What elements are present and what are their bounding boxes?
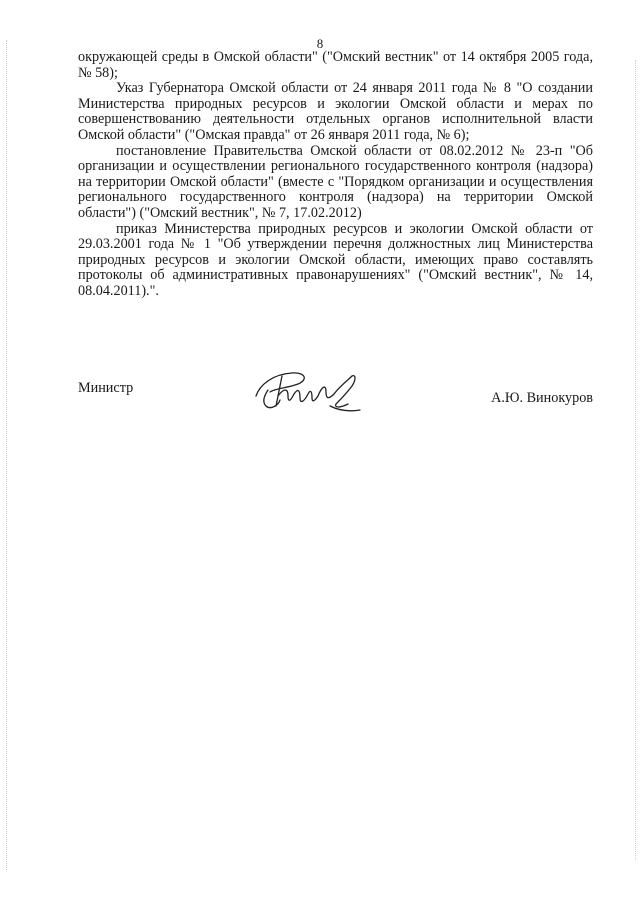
handwritten-signature-icon	[248, 366, 368, 420]
page-number: 8	[316, 36, 324, 51]
document-body	[78, 50, 593, 300]
signer-title: Министр	[78, 380, 134, 396]
paragraph-governor-decree: Указ Губернатора Омской области от 24 января 2011 года № 8 "О создании Министерства природных ресурсов и экологии Омской области и мерах по совершенствованию деятельности отдельных органов исполнительной власти Омской области" ("Омская правда" от 26 января 2011 года, № 6);	[78, 80, 593, 143]
signature-block	[78, 378, 593, 428]
scan-edge-right	[635, 60, 636, 860]
paragraph-environment-law: окружающей среды в Омской области" ("Омский вестник" от 14 октября 2005 года, № 58);	[78, 49, 593, 81]
signer-name: А.Ю. Винокуров	[491, 390, 593, 406]
paragraph-ministry-order: приказ Министерства природных ресурсов и экологии Омской области от 29.03.2001 года № 1 "Об утверждении перечня должностных лиц Министерства природных ресурсов и экологии Омской области, имеющих право составлять протоколы об административных правонарушениях" ("Омский вестник", № 14, 08.04.2011).".	[78, 220, 593, 299]
paragraph-government-resolution: постановление Правительства Омской области от 08.02.2012 № 23-п "Об организации и осуществлении регионального государственного контроля (надзора) на территории Омской области" (вместе с "Порядком организации и осуществления регионального государственного контроля (надзора) на территории Омской области") ("Омский вестник", № 7, 17.02.2012)	[78, 142, 593, 221]
scan-edge-left	[6, 40, 7, 870]
